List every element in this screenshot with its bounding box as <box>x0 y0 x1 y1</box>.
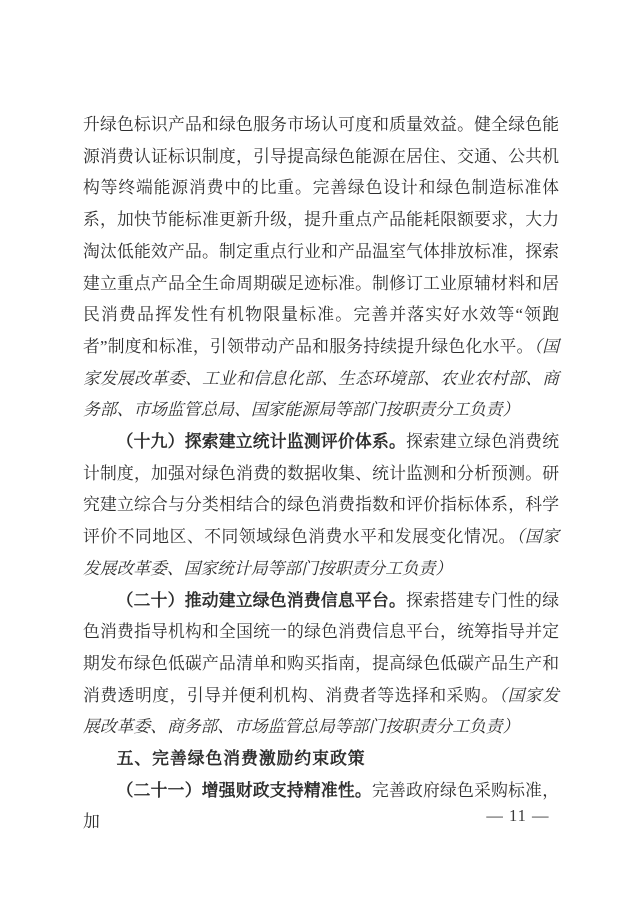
department-attribution: （国家发展改革委、工业和信息化部、生态环境部、农业农村部、商务部、市场监管总局、国家能源局等部门按职责分工负责） <box>83 336 559 420</box>
clause-title: （二十）推动建立绿色消费信息平台。 <box>116 590 406 610</box>
text-run: 升绿色标识产品和绿色服务市场认可度和质量效益。健全绿色能源消费认证标识制度，引导提高绿色能源在居住、交通、公共机构等终端能源消费中的比重。完善绿色设计和绿色制造标准体系，加快节能标准更新升级，提升重点产品能耗限额要求，大力淘汰低能效产品。制定重点行业和产品温室气体排放标准，探索建立重点产品全生命周期碳足迹标准。制修订工业原辅材料和居民消费品挥发性有机物限量标准。完善并落实好水效等“领跑者”制度和标准，引领带动产品和服务持续提升绿色化水平。 <box>83 115 559 356</box>
clause-title: 五、完善绿色消费激励约束政策 <box>116 749 366 769</box>
text-run: 完善政府绿色采购标准，加 <box>83 780 559 832</box>
paragraph <box>83 109 559 426</box>
department-attribution: （国家发展改革委、国家统计局等部门按职责分工负责） <box>83 527 559 578</box>
clause-title: （二十一）增强财政支持精准性。 <box>116 780 372 800</box>
department-attribution: （国家发展改革委、商务部、市场监管总局等部门按职责分工负责） <box>83 685 559 737</box>
section-heading <box>83 743 559 775</box>
paragraph <box>83 585 559 744</box>
document-text <box>83 109 559 838</box>
page-number: — 11 — <box>486 806 550 825</box>
text-run: 探索搭建专门性的绿色消费指导机构和全国统一的绿色消费信息平台，统筹指导并定期发布绿色低碳产品清单和购买指南，提高绿色低碳产品生产和消费透明度，引导并便利机构、消费者等选择和采购。 <box>83 590 559 705</box>
text-run: 探索建立绿色消费统计制度，加强对绿色消费的数据收集、统计监测和分析预测。研究建立综合与分类相结合的绿色消费指数和评价指标体系，科学评价不同地区、不同领域绿色消费水平和发展变化情况。 <box>83 432 559 547</box>
paragraph <box>83 426 559 585</box>
clause-title: （十九）探索建立统计监测评价体系。 <box>116 432 406 452</box>
